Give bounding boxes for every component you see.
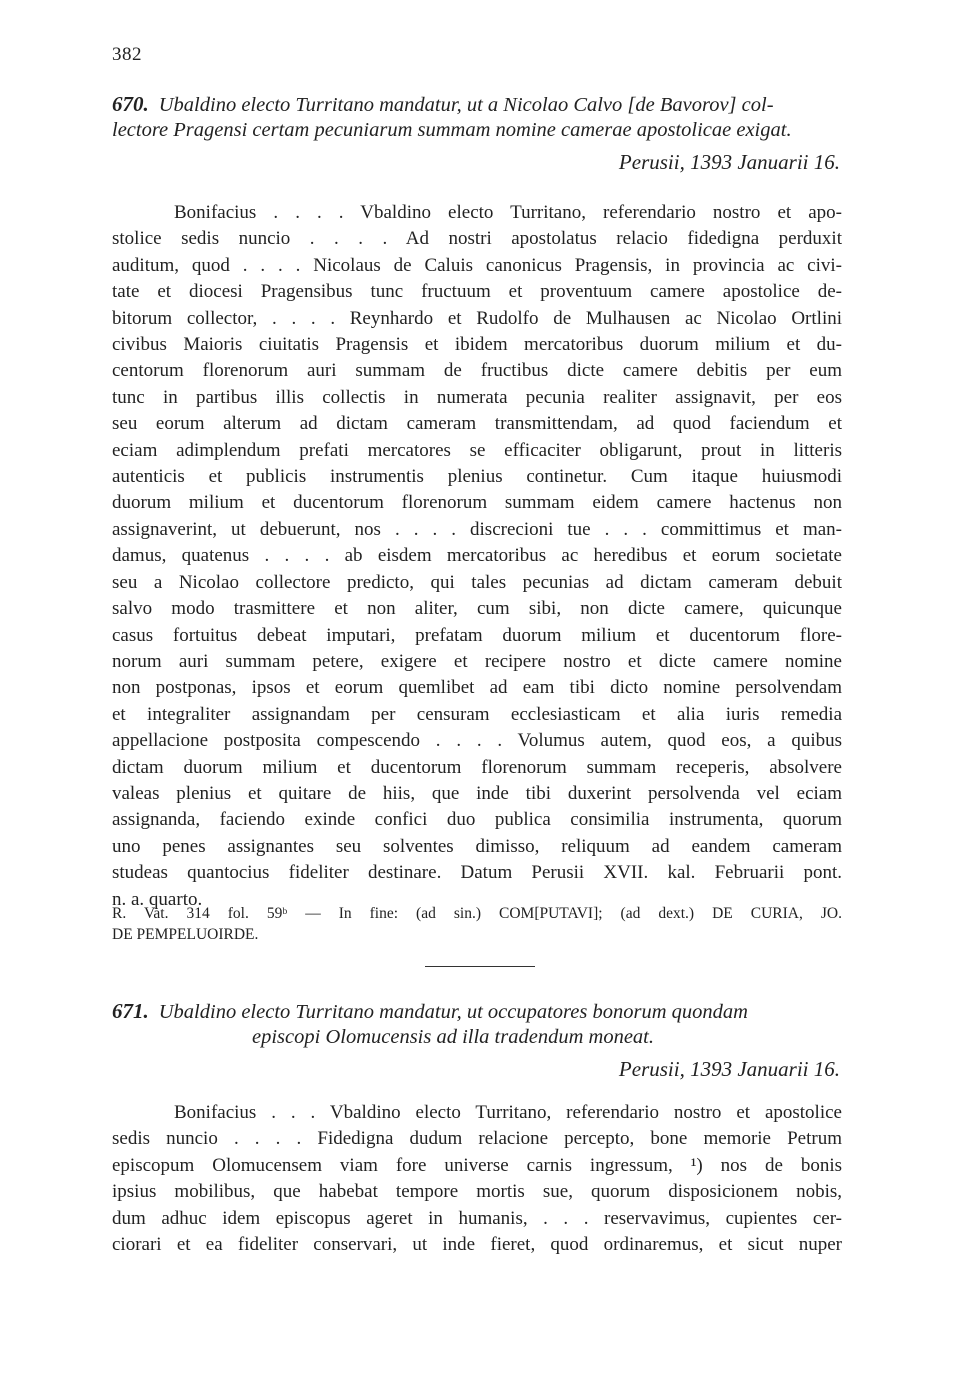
body-text-line: ipsius mobilibus, que habebat tempore mortis sue, quorum disposicionem nobis, (112, 1181, 842, 1203)
body-text-line: tate et diocesi Pragensibus tunc fructuum et proventuum camere apostolice de- (112, 281, 842, 303)
body-text-line: dum adhuc idem episcopus ageret in humanis, . . . reservavimus, cupientes cer- (112, 1207, 842, 1229)
entry-title-line (112, 92, 842, 118)
body-text-line: centorum florenorum auri summam de fructibus dicte camere debitis per eum (112, 360, 842, 382)
body-text-line: et integraliter assignandam per censuram ecclesiasticam et alia iuris remedia (112, 703, 842, 725)
body-text-line: autenticis et publicis instrumentis plenius continetur. Cum itaque huiusmodi (112, 466, 842, 488)
body-text-line: non postponas, ipsos et eorum quemlibet ad eam tibi dicto nomine persolvendam (112, 677, 842, 699)
body-text-line: seu a Nicolao collectore predicto, qui tales pecunias ad dictam cameram debuit (112, 571, 842, 593)
entry-title-line (112, 999, 842, 1025)
entry-title-line: lectore Pragensi certam pecuniarum summam nomine camerae apostolicae exigat. (112, 119, 792, 141)
section-separator (425, 966, 535, 967)
body-text-line: tunc in partibus illis collectis in numerata pecunia realiter assignavit, per eos (112, 386, 842, 408)
body-text-line: uno penes assignantes seu solventes dimisso, reliquum ad eandem cameram (112, 835, 842, 857)
body-text-line: norum auri summam petere, exigere et recipere nostro et dicte camere nomine (112, 650, 842, 672)
body-text-line: studeas quantocius fideliter destinare. Datum Perusii XVII. kal. Februarii pont. (112, 862, 842, 884)
body-text-line: valeas plenius et quitare de hiis, que inde tibi duxerint persolvenda vel eciam (112, 782, 842, 804)
body-text-line: salvo modo trasmittere et non aliter, cum sibi, non dicte camere, quicunque (112, 598, 842, 620)
body-text-line: bitorum collector, . . . . Reynhardo et Rudolfo de Mulhausen ac Nicolao Ortlini (112, 307, 842, 329)
entry-671-dateline: Perusii, 1393 Januarii 16. (618, 1057, 840, 1081)
entry-title-line: episcopi Olomucensis ad illa tradendum moneat. (252, 1026, 654, 1048)
entry-670-dateline: Perusii, 1393 Januarii 16. (618, 150, 840, 174)
entry-671-body (112, 1100, 842, 1258)
entry-670-heading (112, 92, 842, 143)
page-number: 382 (112, 44, 142, 65)
source-line: R. Vat. 314 fol. 59ᵇ — In fine: (ad sin.) COM[PUTAVI]; (ad dext.) DE CURIA, JO. (112, 905, 842, 922)
body-text-line: duorum milium et ducentorum florenorum summam eidem camere hactenus non (112, 492, 842, 514)
entry-671-heading (112, 999, 842, 1050)
body-text-line: assignanda, faciendo exinde confici duo publica consimilia instrumenta, quorum (112, 809, 842, 831)
body-text-line: sedis nuncio . . . . Fidedigna dudum relacione percepto, bone memorie Petrum (112, 1128, 842, 1150)
body-text-line: episcopum Olomucensem viam fore universe carnis ingressum, ¹) nos de bonis (112, 1154, 842, 1176)
body-text-line: civibus Maioris ciuitatis Pragensis et ibidem mercatoribus duorum milium et du- (112, 334, 842, 356)
body-text-line: n. a. quarto. (112, 888, 203, 910)
body-text-line: dictam duorum milium et ducentorum florenorum summam receperis, absolvere (112, 756, 842, 778)
source-line: DE PEMPELUOIRDE. (112, 926, 259, 943)
body-text-line: casus fortuitus debeat imputari, prefatam duorum milium et ducentorum flore- (112, 624, 842, 646)
entry-670-body (112, 200, 842, 913)
entry-670-source-note (112, 903, 842, 945)
body-text-line: stolice sedis nuncio . . . . Ad nostri apostolatus relacio fidedigna perduxit (112, 228, 842, 250)
entry-number: 671. (112, 999, 149, 1023)
entry-title-text: Ubaldino electo Turritano mandatur, ut occupatores bonorum quondam (158, 1001, 748, 1023)
body-text-line: ciorari et ea fideliter conservari, ut inde fieret, quod ordinaremus, et sicut nuper (112, 1234, 842, 1256)
body-text-line: seu eorum alterum ad dictam cameram transmittendam, ad quod faciendum et (112, 413, 842, 435)
body-text-line: appellacione postposita compescendo . . . . Volumus autem, quod eos, a quibus (112, 730, 842, 752)
body-text-line: eciam adimplendum prefati mercatores se efficaciter obligarunt, prout in litteris (112, 439, 842, 461)
body-text-line: Bonifacius . . . Vbaldino electo Turritano, referendario nostro et apostolice (174, 1102, 842, 1123)
body-text-line: damus, quatenus . . . . ab eisdem mercatoribus ac heredibus et eorum societate (112, 545, 842, 567)
body-text-line: auditum, quod . . . . Nicolaus de Caluis canonicus Pragensis, in provincia ac civi- (112, 254, 842, 276)
entry-number: 670. (112, 92, 149, 116)
entry-title-text: Ubaldino electo Turritano mandatur, ut a Nicolao Calvo [de Bavorov] col- (158, 94, 774, 116)
body-text-line: Bonifacius . . . . Vbaldino electo Turritano, referendario nostro et apo- (174, 202, 842, 223)
body-text-line: assignaverint, ut debuerunt, nos . . . . discrecioni tue . . . committimus et man- (112, 518, 842, 540)
